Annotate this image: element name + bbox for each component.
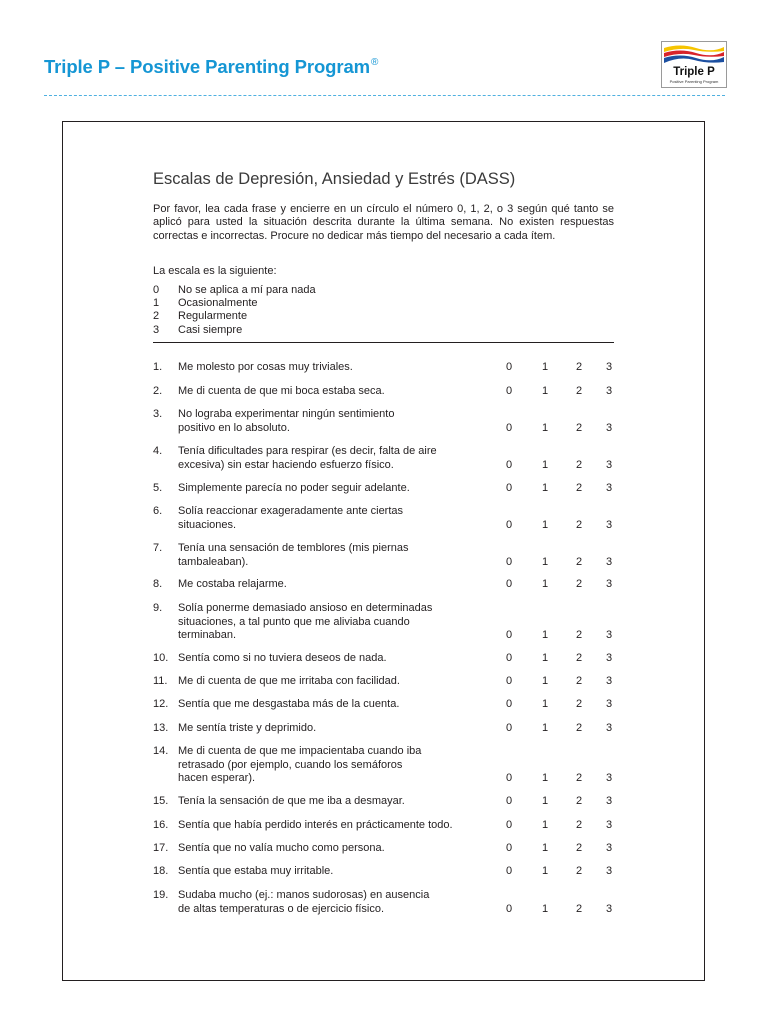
question-text-line: No lograba experimentar ningún sentimiento — [178, 408, 395, 420]
question-number: 18. — [153, 865, 169, 877]
answer-option-3[interactable]: 3 — [605, 421, 613, 434]
answer-option-0[interactable]: 0 — [505, 652, 513, 664]
answer-option-2[interactable]: 2 — [575, 865, 583, 877]
question-text-line: Simplemente parecía no poder seguir adelante. — [178, 482, 410, 494]
answer-option-3[interactable]: 3 — [605, 458, 613, 471]
answer-option-1[interactable]: 1 — [541, 842, 549, 854]
registered-mark: ® — [371, 57, 379, 68]
answer-option-0[interactable]: 0 — [505, 722, 513, 734]
answer-option-2[interactable]: 2 — [575, 421, 583, 434]
answer-option-2[interactable]: 2 — [575, 518, 583, 531]
answer-option-2[interactable]: 2 — [575, 482, 583, 494]
answer-option-2[interactable]: 2 — [575, 629, 583, 641]
question-text-line: retrasado (por ejemplo, cuando los semáforos — [178, 758, 403, 771]
question-number: 19. — [153, 889, 169, 901]
question-number: 5. — [153, 482, 163, 494]
answer-option-1[interactable]: 1 — [541, 698, 549, 710]
answer-option-3[interactable]: 3 — [605, 819, 613, 831]
answer-option-3[interactable]: 3 — [605, 555, 613, 568]
question-text — [178, 482, 498, 496]
answer-option-1[interactable]: 1 — [541, 578, 549, 590]
question-number: 2. — [153, 385, 163, 397]
answer-option-3[interactable]: 3 — [605, 772, 613, 784]
scale-label: Regularmente — [178, 310, 248, 322]
question-number: 1. — [153, 361, 163, 373]
question-text — [178, 361, 498, 375]
answer-option-2[interactable]: 2 — [575, 555, 583, 568]
scale-heading: La escala es la siguiente: — [153, 265, 277, 277]
question-text — [178, 505, 498, 532]
question-text-line: Sentía como si no tuviera deseos de nada. — [178, 652, 387, 664]
answer-option-1[interactable]: 1 — [541, 518, 549, 531]
question-text-line: Me di cuenta de que me irritaba con facilidad. — [178, 675, 400, 687]
answer-option-3[interactable]: 3 — [605, 629, 613, 641]
question-text-line: Tenía dificultades para respirar (es decir, falta de aire — [178, 445, 437, 457]
answer-option-0[interactable]: 0 — [505, 795, 513, 807]
answer-option-3[interactable]: 3 — [605, 842, 613, 854]
question-number: 7. — [153, 542, 163, 554]
question-text — [178, 722, 498, 736]
logo-wordmark: Triple P — [673, 66, 715, 78]
answer-option-2[interactable]: 2 — [575, 675, 583, 687]
answer-option-3[interactable]: 3 — [605, 675, 613, 687]
question-text — [178, 819, 498, 833]
question-text — [178, 652, 498, 666]
question-text-line: Me di cuenta de que mi boca estaba seca. — [178, 385, 385, 397]
question-number: 17. — [153, 842, 169, 854]
answer-option-1[interactable]: 1 — [541, 361, 549, 373]
question-text — [178, 578, 498, 592]
answer-option-0[interactable]: 0 — [505, 578, 513, 590]
logo-subtitle: Positive Parenting Program — [669, 79, 719, 84]
answer-option-0[interactable]: 0 — [505, 819, 513, 831]
question-text-line: Me di cuenta de que me impacientaba cuando iba — [178, 745, 422, 757]
scale-value: 0 — [153, 284, 160, 296]
question-text — [178, 602, 498, 643]
question-text-line: Tenía una sensación de temblores (mis piernas — [178, 542, 409, 554]
answer-option-1[interactable]: 1 — [541, 902, 549, 915]
answer-option-2[interactable]: 2 — [575, 652, 583, 664]
question-text-line: Sudaba mucho (ej.: manos sudorosas) en ausencia — [178, 889, 430, 901]
answer-option-0[interactable]: 0 — [505, 385, 513, 397]
answer-option-3[interactable]: 3 — [605, 698, 613, 710]
section-divider — [153, 342, 614, 343]
answer-option-0[interactable]: 0 — [505, 458, 513, 471]
answer-option-3[interactable]: 3 — [605, 652, 613, 664]
answer-option-2[interactable]: 2 — [575, 842, 583, 854]
question-number: 11. — [153, 675, 168, 687]
question-text-line: terminaban. — [178, 629, 237, 641]
answer-option-0[interactable]: 0 — [505, 865, 513, 877]
question-text-line: situaciones, a tal punto que me aliviaba cuando — [178, 615, 410, 628]
answer-option-2[interactable]: 2 — [575, 361, 583, 373]
answer-option-0[interactable]: 0 — [505, 482, 513, 494]
answer-option-0[interactable]: 0 — [505, 629, 513, 641]
question-number: 15. — [153, 795, 169, 807]
answer-option-0[interactable]: 0 — [505, 772, 513, 784]
answer-option-0[interactable]: 0 — [505, 361, 513, 373]
answer-option-2[interactable]: 2 — [575, 819, 583, 831]
question-number: 8. — [153, 578, 163, 590]
answer-option-2[interactable]: 2 — [575, 698, 583, 710]
answer-option-3[interactable]: 3 — [605, 795, 613, 807]
answer-option-3[interactable]: 3 — [605, 578, 613, 590]
answer-option-1[interactable]: 1 — [541, 482, 549, 494]
triple-p-logo — [661, 41, 727, 88]
question-text-line: Me molesto por cosas muy triviales. — [178, 361, 353, 373]
question-number: 4. — [153, 445, 163, 457]
question-text-line: Me sentía triste y deprimido. — [178, 722, 317, 734]
answer-option-1[interactable]: 1 — [541, 652, 549, 664]
answer-option-0[interactable]: 0 — [505, 842, 513, 854]
answer-option-1[interactable]: 1 — [541, 819, 549, 831]
answer-option-1[interactable]: 1 — [541, 629, 549, 641]
answer-option-0[interactable]: 0 — [505, 421, 513, 434]
answer-option-0[interactable]: 0 — [505, 518, 513, 531]
question-number: 9. — [153, 602, 163, 614]
question-number: 12. — [153, 698, 169, 710]
scale-label: Ocasionalmente — [178, 297, 258, 309]
answer-option-2[interactable]: 2 — [575, 795, 583, 807]
question-text — [178, 675, 498, 689]
question-text — [178, 842, 498, 856]
question-number: 10. — [153, 652, 169, 664]
answer-option-1[interactable]: 1 — [541, 385, 549, 397]
answer-option-0[interactable]: 0 — [505, 902, 513, 915]
question-text-line: de altas temperaturas o de ejercicio físico. — [178, 902, 385, 915]
answer-option-0[interactable]: 0 — [505, 675, 513, 687]
answer-option-0[interactable]: 0 — [505, 698, 513, 710]
answer-option-2[interactable]: 2 — [575, 902, 583, 915]
answer-option-1[interactable]: 1 — [541, 675, 549, 687]
question-text-line: Solía reaccionar exageradamente ante ciertas — [178, 505, 404, 517]
question-number: 6. — [153, 505, 163, 517]
answer-option-3[interactable]: 3 — [605, 482, 613, 494]
answer-option-3[interactable]: 3 — [605, 518, 613, 531]
answer-option-3[interactable]: 3 — [605, 361, 613, 373]
question-text-line: Sentía que no valía mucho como persona. — [178, 842, 385, 854]
question-number: 13. — [153, 722, 169, 734]
answer-option-1[interactable]: 1 — [541, 458, 549, 471]
scale-label: No se aplica a mí para nada — [178, 284, 316, 296]
program-title: Triple P – Positive Parenting Program — [44, 56, 370, 77]
question-text — [178, 408, 498, 435]
question-text-line: Me costaba relajarme. — [178, 578, 287, 590]
page-header-title — [44, 56, 378, 78]
question-text — [178, 745, 498, 786]
question-text — [178, 445, 498, 472]
answer-option-2[interactable]: 2 — [575, 722, 583, 734]
question-number: 3. — [153, 408, 163, 420]
question-text-line: situaciones. — [178, 518, 237, 531]
answer-option-2[interactable]: 2 — [575, 578, 583, 590]
form-instructions: Por favor, lea cada frase y encierre en un círculo el número 0, 1, 2, o 3 según qué tanto se aplicó para usted la situación descrita durante la última semana. No existen respuestas correctas e incorrectas. Procure no dedicar más tiempo del necesario a cada ítem. — [153, 203, 614, 242]
question-text — [178, 795, 498, 809]
question-text-line: tambaleaban). — [178, 555, 249, 568]
question-number: 14. — [153, 745, 169, 757]
question-text — [178, 385, 498, 399]
question-text — [178, 865, 498, 879]
question-text-line: hacen esperar). — [178, 772, 256, 784]
answer-option-1[interactable]: 1 — [541, 795, 549, 807]
answer-option-3[interactable]: 3 — [605, 722, 613, 734]
question-text-line: Sentía que me desgastaba más de la cuenta. — [178, 698, 400, 710]
answer-option-1[interactable]: 1 — [541, 772, 549, 784]
answer-option-3[interactable]: 3 — [605, 385, 613, 397]
question-number: 16. — [153, 819, 169, 831]
answer-option-3[interactable]: 3 — [605, 865, 613, 877]
answer-option-2[interactable]: 2 — [575, 385, 583, 397]
scale-value: 1 — [153, 297, 160, 309]
scale-value: 3 — [153, 324, 160, 336]
answer-option-1[interactable]: 1 — [541, 421, 549, 434]
question-text — [178, 698, 498, 712]
question-text — [178, 889, 498, 916]
answer-option-0[interactable]: 0 — [505, 555, 513, 568]
scale-value: 2 — [153, 310, 160, 322]
question-text-line: Sentía que estaba muy irritable. — [178, 865, 334, 877]
question-text-line: Tenía la sensación de que me iba a desmayar. — [178, 795, 405, 807]
question-text-line: excesiva) sin estar haciendo esfuerzo físico. — [178, 458, 394, 471]
answer-option-1[interactable]: 1 — [541, 555, 549, 568]
answer-option-3[interactable]: 3 — [605, 902, 613, 915]
question-text-line: Solía ponerme demasiado ansioso en determinadas — [178, 602, 433, 614]
answer-option-1[interactable]: 1 — [541, 865, 549, 877]
answer-option-2[interactable]: 2 — [575, 458, 583, 471]
header-divider — [44, 95, 725, 96]
question-text-line: positivo en lo absoluto. — [178, 421, 290, 434]
form-title: Escalas de Depresión, Ansiedad y Estrés (DASS) — [153, 170, 516, 188]
answer-option-2[interactable]: 2 — [575, 772, 583, 784]
answer-option-1[interactable]: 1 — [541, 722, 549, 734]
scale-label: Casi siempre — [178, 324, 243, 336]
question-text — [178, 542, 498, 569]
question-text-line: Sentía que había perdido interés en prácticamente todo. — [178, 819, 453, 831]
